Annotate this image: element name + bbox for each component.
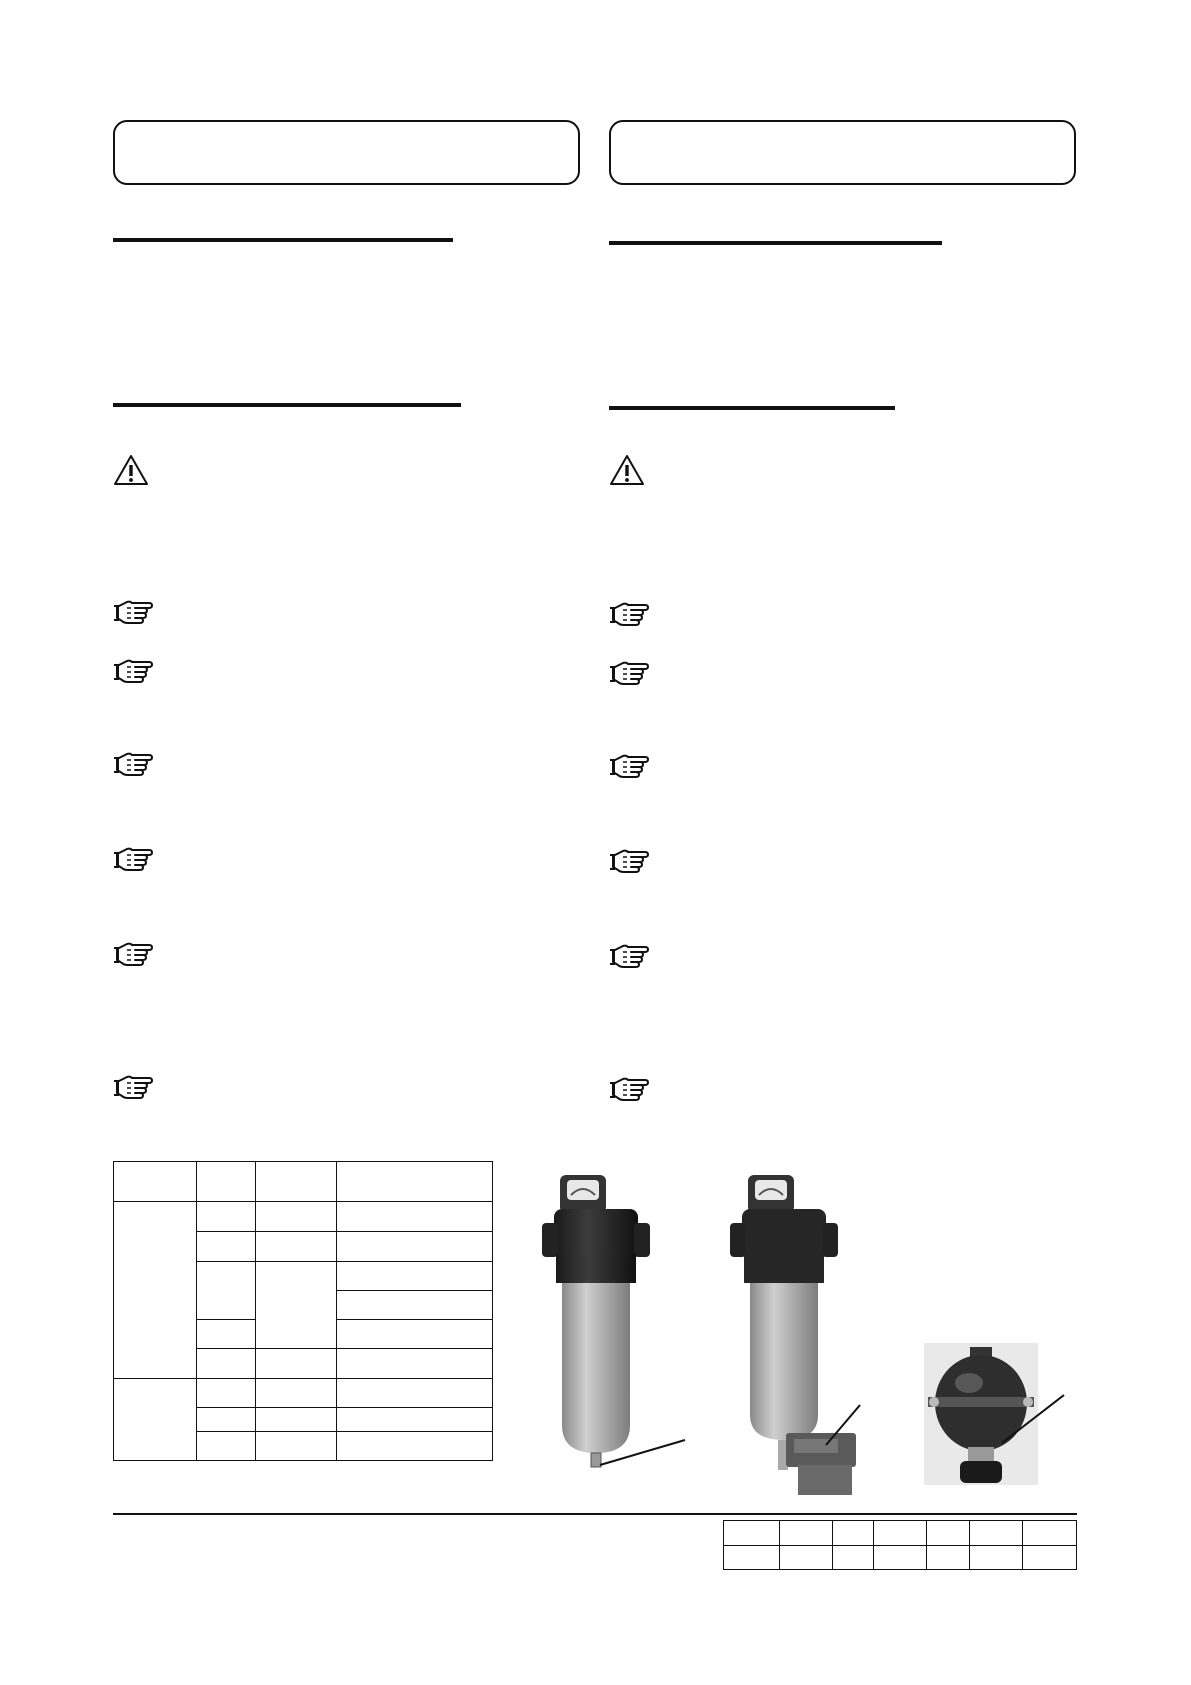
right-header-box — [609, 120, 1076, 185]
spec-cell — [337, 1202, 493, 1232]
ref-cell — [780, 1521, 833, 1546]
ref-cell — [927, 1546, 970, 1570]
pointing-hand-icon — [113, 940, 155, 968]
spec-table — [113, 1161, 493, 1461]
filter-with-float-drain-image — [540, 1165, 700, 1485]
ref-cell — [1023, 1521, 1077, 1546]
spec-group-cell — [114, 1379, 197, 1461]
pointing-hand-icon — [609, 600, 651, 628]
spec-cell — [256, 1202, 337, 1232]
spec-cell — [197, 1349, 256, 1379]
spec-header-cell — [114, 1162, 197, 1202]
spec-cell — [337, 1379, 493, 1408]
ref-cell — [780, 1546, 833, 1570]
spec-cell — [197, 1408, 256, 1432]
left-section1-rule — [113, 238, 453, 242]
spec-cell — [197, 1379, 256, 1408]
pointing-hand-icon — [609, 1075, 651, 1103]
spec-header-cell — [197, 1162, 256, 1202]
left-header-box — [113, 120, 580, 185]
left-section2-rule — [113, 403, 461, 407]
ref-cell — [833, 1546, 874, 1570]
spec-cell — [256, 1232, 337, 1262]
pointing-hand-icon — [609, 659, 651, 687]
ref-cell — [874, 1546, 927, 1570]
footer-ref-table — [723, 1520, 1077, 1570]
spec-cell — [197, 1202, 256, 1232]
pointing-hand-icon — [113, 750, 155, 778]
pointing-hand-icon — [609, 942, 651, 970]
right-section2-rule — [609, 406, 895, 410]
warning-triangle-icon — [609, 454, 645, 486]
ref-cell — [833, 1521, 874, 1546]
spec-cell — [337, 1432, 493, 1461]
spec-cell — [256, 1262, 337, 1349]
pointing-hand-icon — [113, 657, 155, 685]
footer-rule — [113, 1513, 1077, 1515]
spec-cell — [337, 1320, 493, 1349]
pointing-hand-icon — [113, 845, 155, 873]
spec-cell — [256, 1432, 337, 1461]
spec-cell — [197, 1232, 256, 1262]
ref-cell — [1023, 1546, 1077, 1570]
spec-cell — [256, 1349, 337, 1379]
spec-cell — [197, 1320, 256, 1349]
ref-cell — [970, 1546, 1023, 1570]
filter-with-electronic-drain-image — [728, 1165, 888, 1500]
spec-cell — [256, 1408, 337, 1432]
right-section1-rule — [609, 241, 942, 245]
spec-cell — [337, 1262, 493, 1291]
spec-cell — [197, 1262, 256, 1320]
pointing-hand-icon — [113, 1073, 155, 1101]
pointing-hand-icon — [113, 598, 155, 626]
spec-header-cell — [256, 1162, 337, 1202]
spec-cell — [197, 1432, 256, 1461]
spec-cell — [256, 1379, 337, 1408]
ref-cell — [724, 1521, 780, 1546]
pointing-hand-icon — [609, 752, 651, 780]
spec-cell — [337, 1291, 493, 1320]
ref-cell — [874, 1521, 927, 1546]
spec-cell — [337, 1408, 493, 1432]
ref-cell — [724, 1546, 780, 1570]
warning-triangle-icon — [113, 454, 149, 486]
spec-group-cell — [114, 1202, 197, 1379]
spec-cell — [337, 1349, 493, 1379]
spec-cell — [337, 1232, 493, 1262]
ref-cell — [970, 1521, 1023, 1546]
spec-header-cell — [337, 1162, 493, 1202]
ref-cell — [927, 1521, 970, 1546]
pointing-hand-icon — [609, 847, 651, 875]
float-drain-unit-image — [924, 1343, 1070, 1485]
